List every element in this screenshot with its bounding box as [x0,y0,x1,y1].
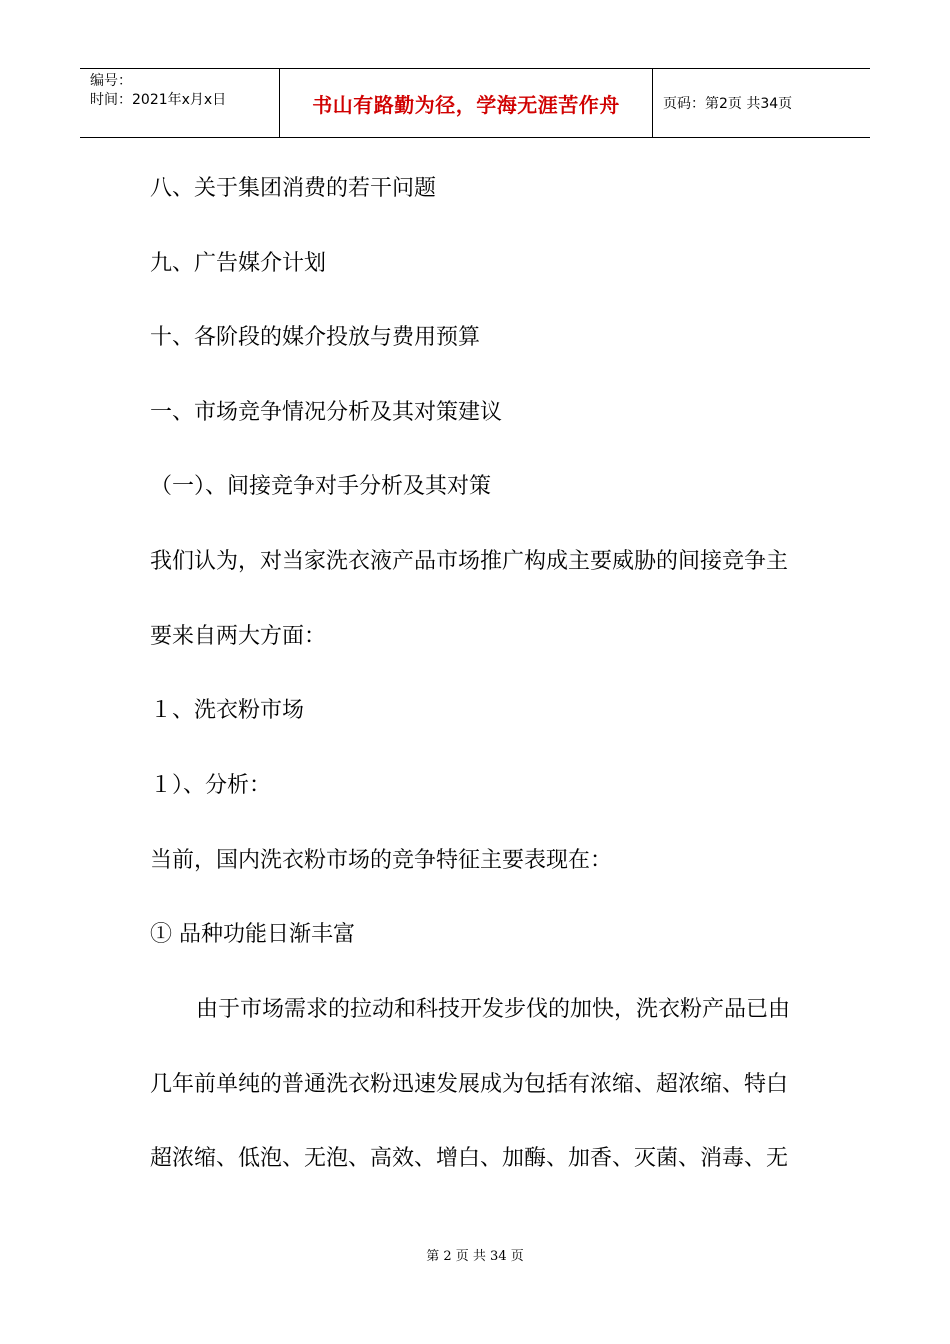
text-line: 十、各阶段的媒介投放与费用预算 [150,325,481,350]
text-line: 八、关于集团消费的若干问题 [150,176,437,201]
doc-number-label: 编号： [90,73,132,89]
page-footer: 第 2 页 共 34 页 [426,1249,524,1264]
text-line: 我们认为，对当家洗衣液产品市场推广构成主要威胁的间接竞争主 [150,549,789,574]
text-line: 九、广告媒介计划 [150,251,327,276]
header-meta [80,69,280,137]
section-heading: 一、市场竞争情况分析及其对策建议 [150,400,503,425]
text-line: 超浓缩、低泡、无泡、高效、增白、加酶、加香、灭菌、消毒、无 [150,1146,789,1171]
paragraph-first-line: 由于市场需求的拉动和科技开发步伐的加快，洗衣粉产品已由 [196,997,791,1022]
text-line: 要来自两大方面： [150,624,327,649]
text-line: 当前，国内洗衣粉市场的竞争特征主要表现在： [150,848,613,873]
text-line: １）、分析： [150,773,272,798]
text-line: １、洗衣粉市场 [150,698,305,723]
text-line: ① 品种功能日渐丰富 [150,922,355,947]
text-line: 几年前单纯的普通洗衣粉迅速发展成为包括有浓缩、超浓缩、特白 [150,1072,789,1097]
subsection-heading: （一）、间接竞争对手分析及其对策 [150,474,492,499]
header-page-info: 页码：第2页 共34页 [663,96,793,112]
doc-date-label: 时间：2021年x月x日 [90,92,227,108]
header-motto: 书山有路勤为径，学海无涯苦作舟 [280,69,653,137]
page-header [80,68,870,138]
